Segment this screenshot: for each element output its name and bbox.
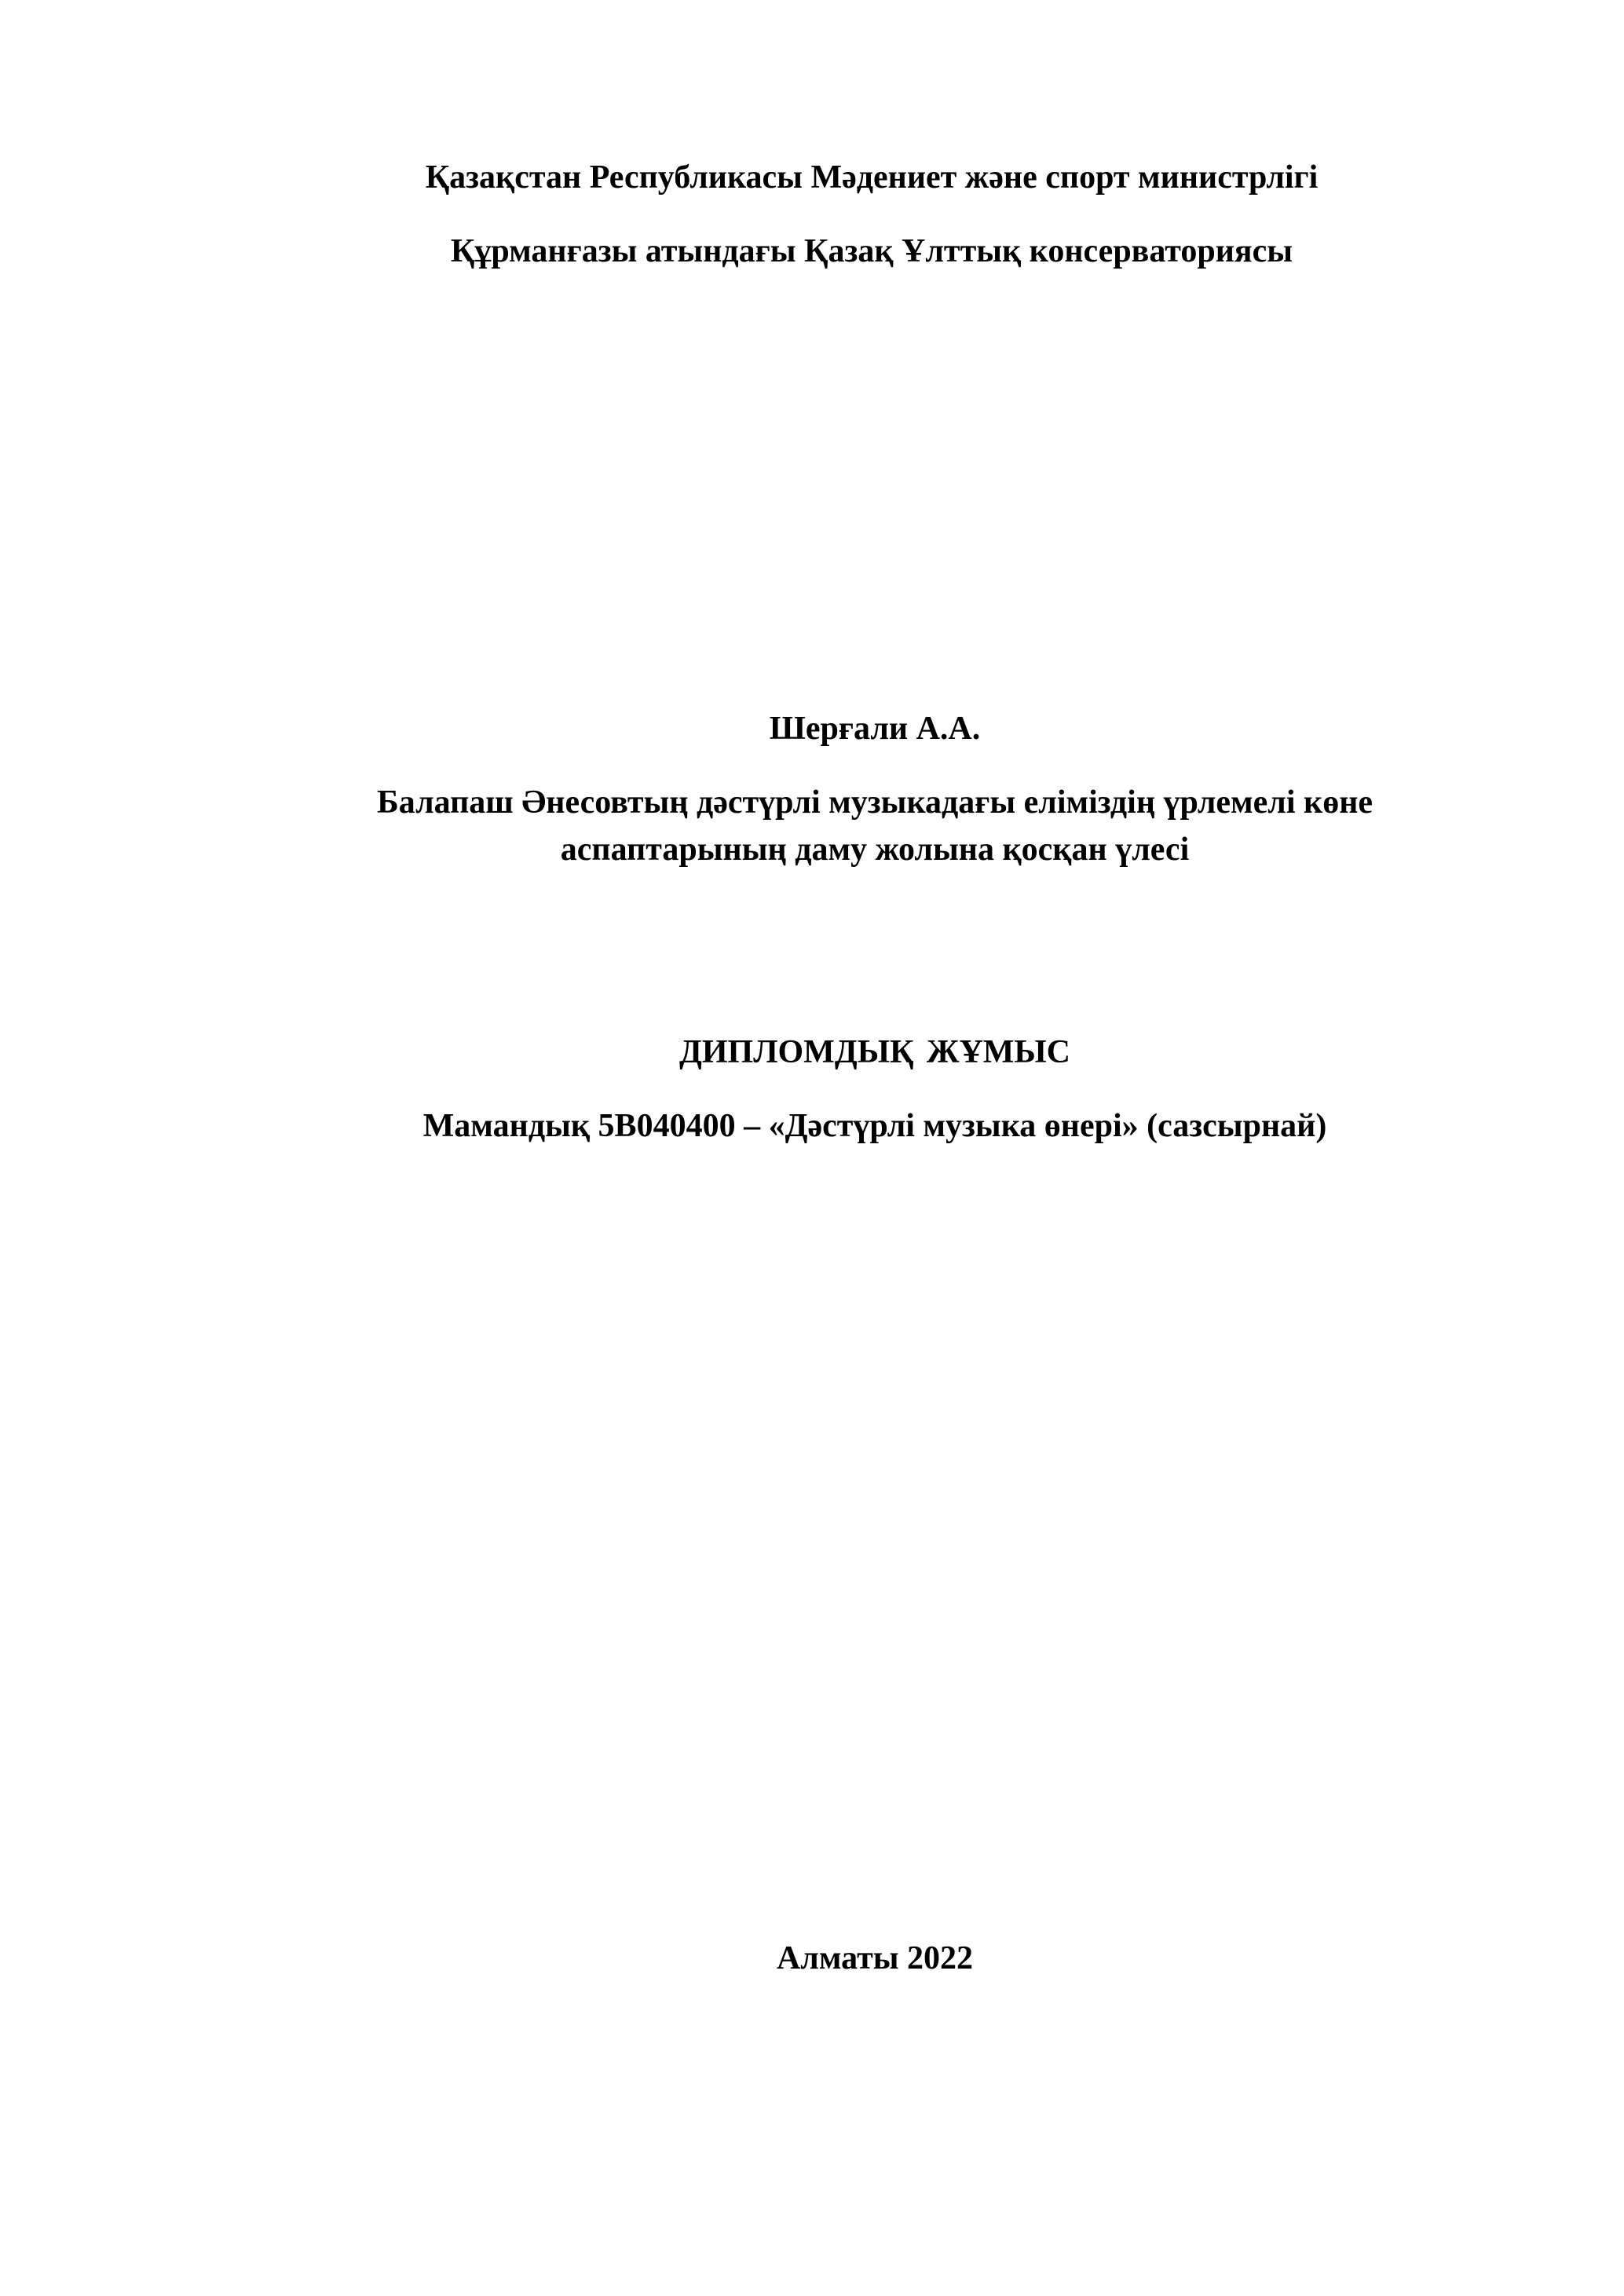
thesis-title-line-1: Балапаш Әнесовтың дәстүрлі музыкадағы еліміздің үрлемелі көне <box>376 784 1373 821</box>
institution-heading: Құрманғазы атындағы Қазақ Ұлттық консерваториясы <box>450 233 1293 269</box>
specialty: Мамандық 5В040400 – «Дәстүрлі музыка өнері» (сазсырнай) <box>422 1108 1327 1144</box>
thesis-title-line-2: аспаптарының даму жолына қосқан үлесі <box>560 832 1190 868</box>
work-type: ДИПЛОМДЫҚ ЖҰМЫС <box>678 1034 1070 1070</box>
author-name: Шерғали А.А. <box>769 711 981 747</box>
place-year: Алматы 2022 <box>776 1940 974 1976</box>
ministry-heading: Қазақстан Республикасы Мәдениет және спорт министрлігі <box>425 159 1319 196</box>
